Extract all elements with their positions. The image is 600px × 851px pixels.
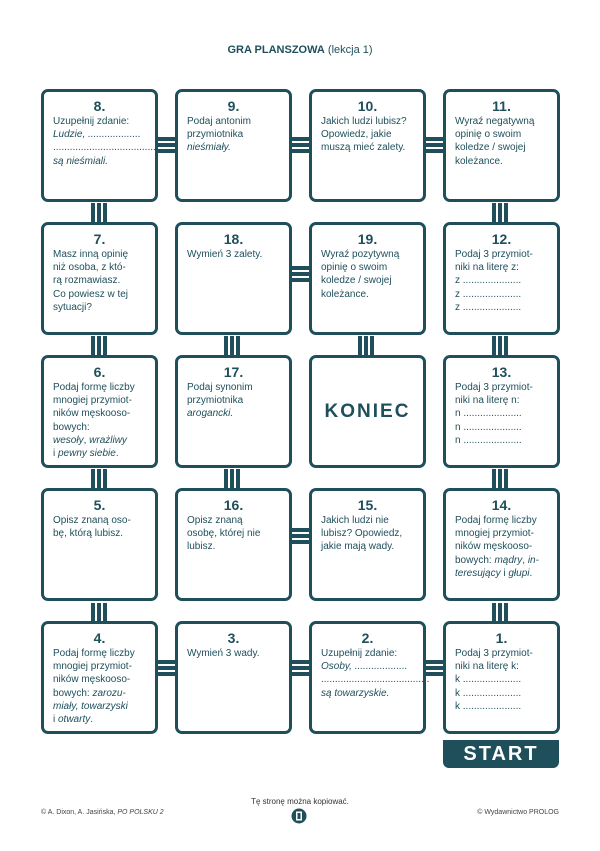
footer-right: © Wydawnictwo PROLOG — [477, 809, 559, 816]
connector — [425, 137, 445, 153]
copy-note: Tę stronę można kopiować. — [251, 797, 349, 806]
tile-11: 11. Wyraź negatywną opinię o swoim koledze / swojej koleżance. — [443, 89, 560, 202]
connector — [291, 266, 311, 282]
connector — [157, 660, 177, 676]
tile-5: 5. Opisz znaną oso- bę, którą lubisz. — [41, 488, 158, 601]
tile-16: 16. Opisz znaną osobę, której nie lubisz. — [175, 488, 292, 601]
photocopy-icon — [291, 808, 307, 824]
tile-12: 12. Podaj 3 przymiot- niki na literę z: z ..................... z ..................... z ..................... — [443, 222, 560, 335]
tile-10: 10. Jakich ludzi lubisz? Opowiedz, jakie muszą mieć zalety. — [309, 89, 426, 202]
tile-14: 14. Podaj formę liczby mnogiej przymiot- ników męskooso- bowych: mądry, in- teresujący i głupi. — [443, 488, 560, 601]
tile-8: 8. Uzupełnij zdanie: Ludzie, ................... ....................................... są nieśmiali. — [41, 89, 158, 202]
tile-1: 1. Podaj 3 przymiot- niki na literę k: k ..................... k ..................... k ..................... — [443, 621, 560, 734]
koniec-label: KONIEC — [324, 400, 411, 422]
tile-15: 15. Jakich ludzi nie lubisz? Opowiedz, jakie mają wady. — [309, 488, 426, 601]
tile-6: 6. Podaj formę liczby mnogiej przymiot- ników męskooso- bowych: wesoły, wrażliwy i pewny siebie. — [41, 355, 158, 468]
footer-left: © A. Dixon, A. Jasińska, PO POLSKU 2 — [41, 809, 164, 816]
tile-koniec — [309, 355, 426, 468]
tile-18: 18. Wymień 3 zalety. — [175, 222, 292, 335]
page-title: GRA PLANSZOWA (lekcja 1) — [227, 44, 373, 56]
tile-7: 7. Masz inną opinię niż osoba, z któ- rą rozmawiasz. Co powiesz w tej sytuacji? — [41, 222, 158, 335]
tile-9: 9. Podaj antonim przymiotnika nieśmiały. — [175, 89, 292, 202]
start-label: START — [443, 740, 559, 768]
connector — [291, 137, 311, 153]
tile-13: 13. Podaj 3 przymiot- niki na literę n: n ..................... n ..................... n ..................... — [443, 355, 560, 468]
tile-4: 4. Podaj formę liczby mnogiej przymiot- ników męskooso- bowych: zarozu- miały, towarzyski i otwarty. — [41, 621, 158, 734]
tile-2: 2. Uzupełnij zdanie: Osoby, ................... ....................................... są towarzyskie. — [309, 621, 426, 734]
tile-3: 3. Wymień 3 wady. — [175, 621, 292, 734]
connector — [291, 528, 311, 544]
tile-17: 17. Podaj synonim przymiotnika arogancki. — [175, 355, 292, 468]
tile-19: 19. Wyraź pozytywną opinię o swoim koledze / swojej koleżance. — [309, 222, 426, 335]
connector — [291, 660, 311, 676]
